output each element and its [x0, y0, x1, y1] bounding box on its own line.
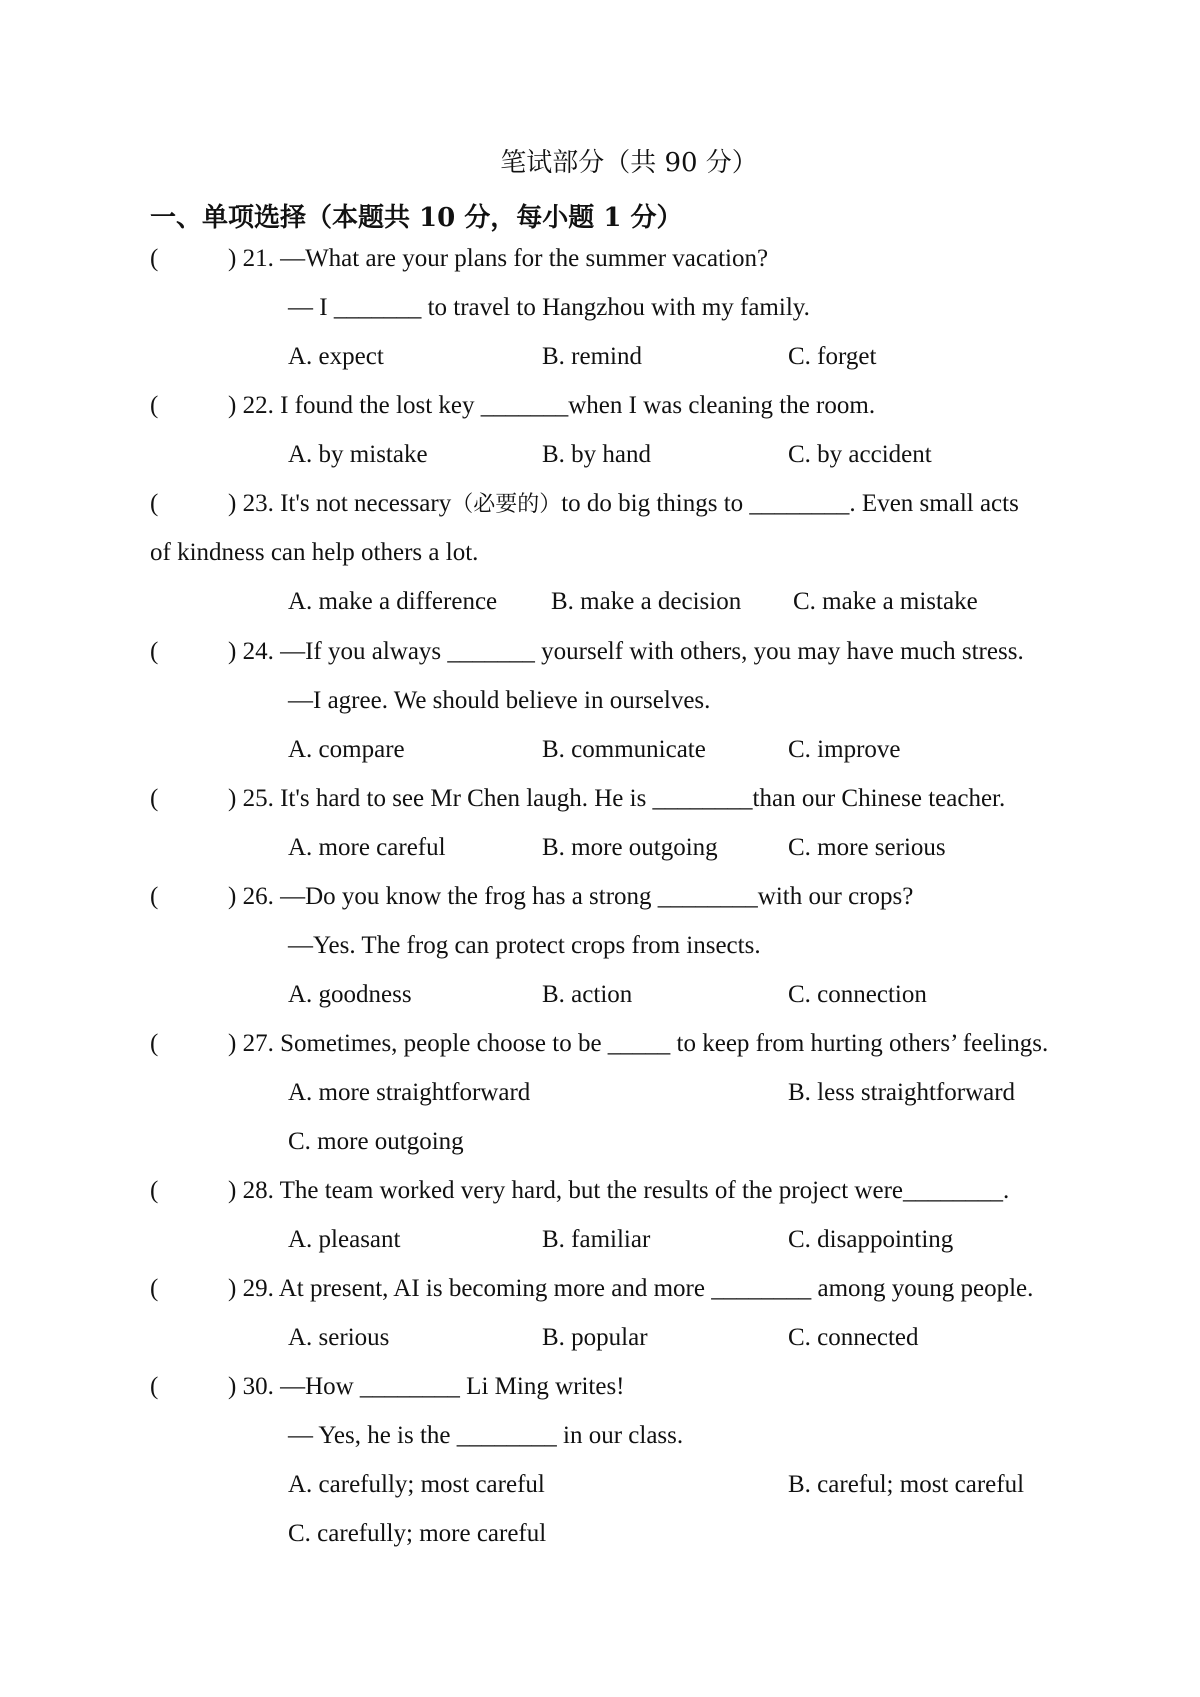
question-stem	[228, 487, 1019, 522]
option-b[interactable]: B. more outgoing	[542, 834, 718, 861]
question-stem: ) 27. Sometimes, people choose to be _____ to keep from hurting others’ feelings.	[228, 1030, 1049, 1057]
option-b[interactable]: B. by hand	[542, 441, 652, 468]
answer-paren[interactable]: (	[150, 883, 159, 910]
option-c[interactable]: C. by accident	[788, 441, 932, 468]
option-c[interactable]: C. forget	[788, 343, 877, 370]
option-b[interactable]: B. remind	[542, 343, 642, 370]
option-a[interactable]: A. make a difference	[288, 588, 498, 615]
option-c[interactable]: C. make a mistake	[793, 588, 978, 615]
option-b[interactable]: B. make a decision	[551, 588, 742, 615]
page-title: 笔试部分（共 90 分）	[500, 148, 758, 178]
option-b[interactable]: B. popular	[542, 1324, 648, 1351]
option-a[interactable]: A. compare	[288, 736, 405, 763]
option-a[interactable]: A. goodness	[288, 981, 412, 1008]
section-heading: 一、单项选择（本题共 10 分，每小题 1 分）	[150, 203, 683, 233]
option-b[interactable]: B. less straightforward	[788, 1079, 1016, 1106]
question-line: — Yes, he is the ________ in our class.	[288, 1422, 684, 1449]
answer-paren[interactable]: (	[150, 1177, 159, 1204]
question-line: — I _______ to travel to Hangzhou with my family.	[288, 294, 810, 321]
option-a[interactable]: A. by mistake	[288, 441, 428, 468]
question-line: —Yes. The frog can protect crops from insects.	[288, 932, 761, 959]
option-b[interactable]: B. action	[542, 981, 633, 1008]
option-c[interactable]: C. improve	[788, 736, 901, 763]
question-line: —I agree. We should believe in ourselves.	[288, 687, 711, 714]
option-a[interactable]: A. pleasant	[288, 1226, 401, 1253]
option-c[interactable]: C. connection	[788, 981, 927, 1008]
answer-paren[interactable]: (	[150, 245, 159, 272]
answer-paren[interactable]: (	[150, 638, 159, 665]
question-stem: ) 24. —If you always _______ yourself with others, you may have much stress.	[228, 638, 1024, 665]
chinese-gloss: （必要的）	[451, 492, 562, 517]
answer-paren[interactable]: (	[150, 392, 159, 419]
question-stem: ) 29. At present, AI is becoming more and more ________ among young people.	[228, 1275, 1034, 1302]
option-c[interactable]: C. disappointing	[788, 1226, 954, 1253]
question-stem: ) 26. —Do you know the frog has a strong ________with our crops?	[228, 883, 914, 910]
option-b[interactable]: B. familiar	[542, 1226, 651, 1253]
option-c[interactable]: C. more outgoing	[288, 1128, 464, 1155]
answer-paren[interactable]: (	[150, 785, 159, 812]
option-c[interactable]: C. carefully; more careful	[288, 1520, 547, 1547]
question-stem: ) 21. —What are your plans for the summer vacation?	[228, 245, 769, 272]
option-a[interactable]: A. serious	[288, 1324, 390, 1351]
option-b[interactable]: B. careful; most careful	[788, 1471, 1025, 1498]
question-stem: ) 25. It's hard to see Mr Chen laugh. He is ________than our Chinese teacher.	[228, 785, 1006, 812]
option-a[interactable]: A. expect	[288, 343, 384, 370]
question-wrap-line: of kindness can help others a lot.	[150, 539, 479, 566]
question-stem: ) 30. —How ________ Li Ming writes!	[228, 1373, 625, 1400]
answer-paren[interactable]: (	[150, 490, 159, 517]
answer-paren[interactable]: (	[150, 1275, 159, 1302]
question-stem: ) 28. The team worked very hard, but the results of the project were________.	[228, 1177, 1010, 1204]
option-c[interactable]: C. more serious	[788, 834, 946, 861]
answer-paren[interactable]: (	[150, 1373, 159, 1400]
question-stem-part: ) 23. It's not necessary	[228, 490, 452, 517]
option-a[interactable]: A. more straightforward	[288, 1079, 531, 1106]
answer-paren[interactable]: (	[150, 1030, 159, 1057]
option-a[interactable]: A. carefully; most careful	[288, 1471, 545, 1498]
option-a[interactable]: A. more careful	[288, 834, 446, 861]
option-c[interactable]: C. connected	[788, 1324, 919, 1351]
question-stem: ) 22. I found the lost key _______when I was cleaning the room.	[228, 392, 876, 419]
question-stem-part: to do big things to ________. Even small acts	[561, 490, 1019, 517]
option-b[interactable]: B. communicate	[542, 736, 706, 763]
